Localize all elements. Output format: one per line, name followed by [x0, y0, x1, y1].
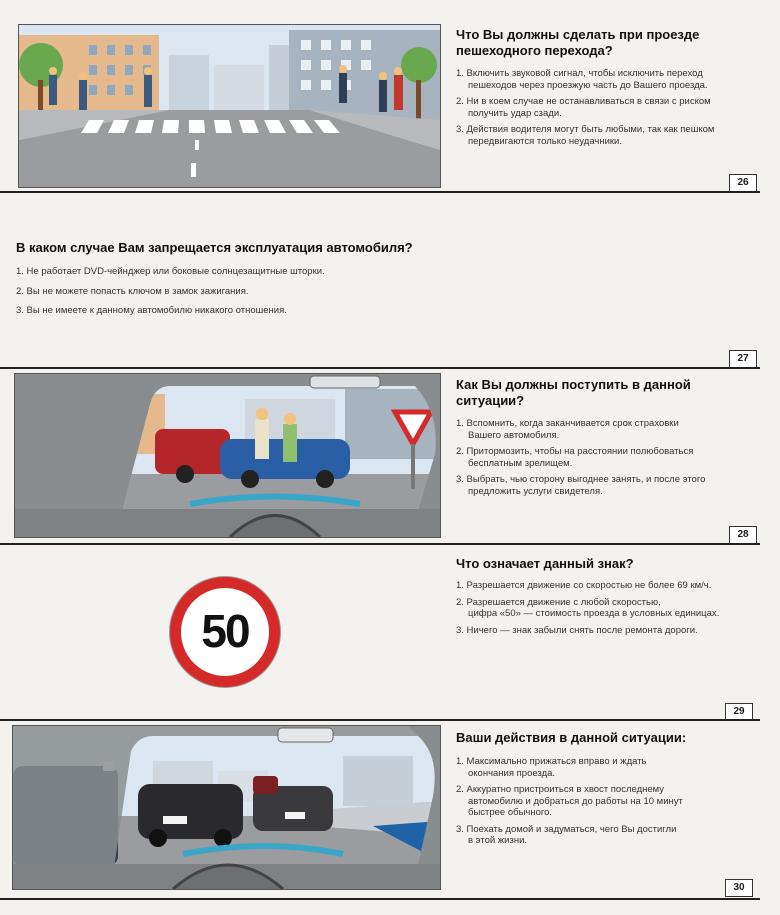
answer-option: 1. Не работает DVD-чейнджер или боковые солнцезащитные шторки. [16, 266, 325, 277]
divider [0, 191, 760, 193]
answer-option: 2. Вы не можете попасть ключом в замок зажигания. [16, 285, 249, 297]
question-title: В каком случае Вам запрещается эксплуатация автомобиля? [16, 240, 413, 255]
question-number: 26 [729, 174, 757, 192]
question-title: Ваши действия в данной ситуации: [456, 730, 687, 745]
accident-illustration [14, 373, 441, 538]
question-number: 27 [729, 350, 757, 368]
answer-option: 3. Поехать домой и задуматься, чего Вы достигли в этой жизни. [456, 823, 677, 846]
answer-list [16, 266, 616, 322]
answer-option: 1. Разрешается движение со скоростью не более 69 км/ч. [456, 580, 712, 591]
answer-option: 3. Выбрать, чью сторону выгоднее занять, и после этого предложить услуги свидетеля. [456, 474, 706, 497]
answer-option: 2. Притормозить, чтобы на расстоянии полюбоваться бесплатным зрелищем. [456, 446, 694, 469]
answer-option: 3. Действия водителя могут быть любыми, так как пешком передвигаются только неудачники. [456, 124, 715, 147]
divider [0, 543, 760, 545]
answer-list [456, 418, 766, 502]
answer-option: 2. Аккуратно пристроиться в хвост последнему автомобилю и добраться до работы на 10 минут быстрее обычного. [456, 784, 683, 818]
question-number: 29 [725, 703, 753, 721]
answer-option: 2. Ни в коем случае не останавливаться в связи с риском получить удар сзади. [456, 96, 711, 119]
answer-option: 1. Максимально прижаться вправо и ждать окончания проезда. [456, 756, 647, 779]
answer-option: 2. Разрешается движение с любой скоростью, цифра «50» — стоимость проезда в условных единицах. [456, 596, 720, 619]
question-title: Как Вы должны поступить в данной ситуации? [456, 377, 691, 408]
divider [0, 367, 760, 369]
divider [0, 719, 760, 721]
answer-option: 1. Включить звуковой сигнал, чтобы исключить переход пешеходов через проезжую часть до Вашего проезда. [456, 68, 708, 91]
answer-option: 3. Вы не имеете к данному автомобилю никакого отношения. [16, 305, 287, 316]
answer-list [456, 756, 766, 852]
answer-option: 3. Ничего — знак забыли снять после ремонта дороги. [456, 624, 698, 636]
question-title: Что означает данный знак? [456, 556, 634, 571]
crosswalk-illustration [18, 24, 441, 188]
question-number: 30 [725, 879, 753, 897]
answer-list [456, 68, 761, 152]
question-title: Что Вы должны сделать при проезде пешеходного перехода? [456, 27, 700, 58]
traffic-jam-illustration [12, 725, 441, 890]
answer-option: 1. Вспомнить, когда заканчивается срок страховки Вашего автомобиля. [456, 418, 679, 441]
speed-limit-value: 50 [201, 604, 249, 657]
question-number: 28 [729, 526, 757, 544]
speed-limit-sign [170, 577, 280, 687]
divider [0, 898, 760, 900]
answer-list [456, 580, 771, 641]
